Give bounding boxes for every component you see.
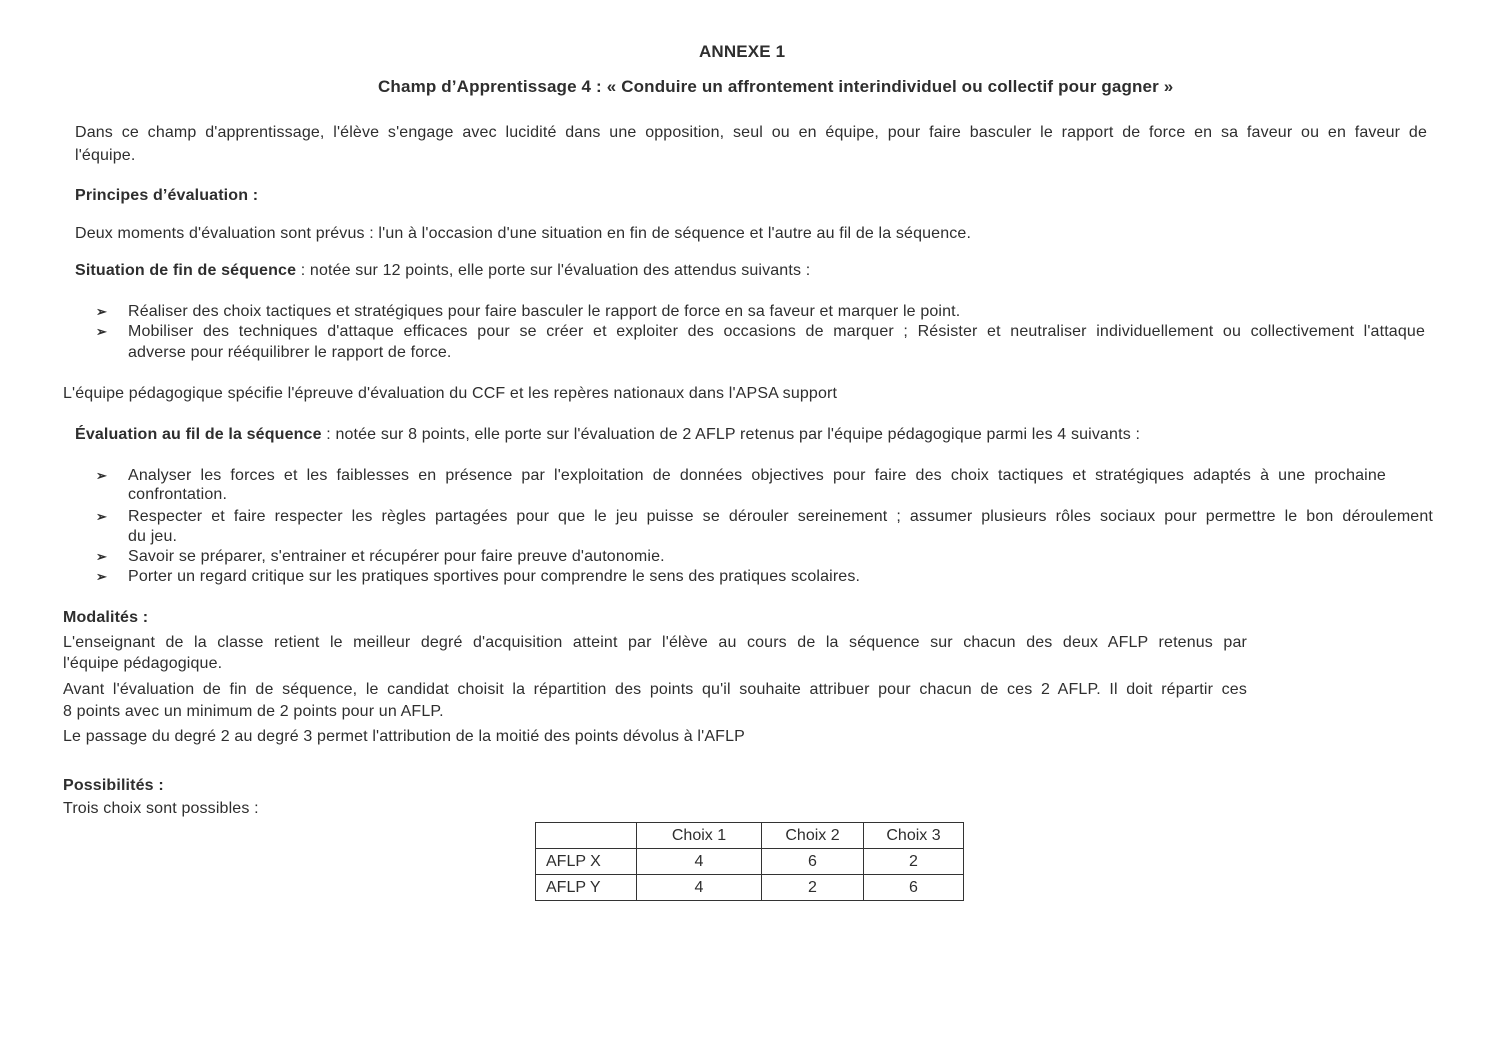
table-row-header: AFLP Y xyxy=(536,875,637,901)
situation-label: Situation de fin de séquence xyxy=(75,262,297,279)
intro-line: l'équipe. xyxy=(75,147,136,164)
arrow-bullet-icon: ➢ xyxy=(96,509,107,524)
modalites-line: Le passage du degré 2 au degré 3 permet l'attribution de la moitié des points dévolus à l'AFLP xyxy=(63,728,745,745)
table-row xyxy=(536,849,964,875)
bullet-item: Savoir se préparer, s'entrainer et récupérer pour faire preuve d'autonomie. xyxy=(128,548,665,565)
possibilites-text: Trois choix sont possibles : xyxy=(63,800,259,817)
table-row xyxy=(536,875,964,901)
arrow-bullet-icon: ➢ xyxy=(96,468,107,483)
page-title: ANNEXE 1 xyxy=(699,42,786,61)
arrow-bullet-icon: ➢ xyxy=(96,324,107,339)
table-header-cell xyxy=(536,823,637,849)
fil-label: Évaluation au fil de la séquence xyxy=(75,426,322,443)
table-cell: 4 xyxy=(637,875,762,901)
bullet-item-cont: du jeu. xyxy=(128,528,178,545)
page-subtitle: Champ d’Apprentissage 4 : « Conduire un affrontement interindividuel ou collectif pour gagner » xyxy=(378,77,1174,96)
modalites-line: Avant l'évaluation de fin de séquence, le candidat choisit la répartition des points qu'il souhaite attribuer pour chacun de ces 2 AFLP. Il doit répartir ces xyxy=(63,681,1247,698)
table-cell: 4 xyxy=(637,849,762,875)
principes-heading: Principes d’évaluation : xyxy=(75,187,259,204)
bullet-item-cont: confrontation. xyxy=(128,486,228,503)
situation-paragraph xyxy=(75,261,810,281)
bullet-item-cont: adverse pour rééquilibrer le rapport de force. xyxy=(128,344,452,361)
principes-text: Deux moments d'évaluation sont prévus : l'un à l'occasion d'une situation en fin de séquence et l'autre au fil de la séquence. xyxy=(75,225,972,242)
table-header-cell: Choix 1 xyxy=(637,823,762,849)
bullet-item: Réaliser des choix tactiques et stratégiques pour faire basculer le rapport de force en sa faveur et marquer le point. xyxy=(128,303,961,320)
equipe-note: L'équipe pédagogique spécifie l'épreuve d'évaluation du CCF et les repères nationaux dans l'APSA support xyxy=(63,385,838,402)
bullet-item: Mobiliser des techniques d'attaque efficaces pour se créer et exploiter des occasions de marquer ; Résister et neutraliser individuellement ou collectivement l'attaque xyxy=(128,323,1425,340)
possibilites-heading: Possibilités : xyxy=(63,777,164,794)
arrow-bullet-icon: ➢ xyxy=(96,549,107,564)
bullet-item: Respecter et faire respecter les règles partagées pour que le jeu puisse se dérouler sereinement ; assumer plusieurs rôles sociaux pour permettre le bon déroulement xyxy=(128,508,1433,525)
table-cell: 2 xyxy=(864,849,964,875)
modalites-line: l'équipe pédagogique. xyxy=(63,655,223,672)
fil-text: : notée sur 8 points, elle porte sur l'évaluation de 2 AFLP retenus par l'équipe pédagogique parmi les 4 suivants : xyxy=(321,426,1141,443)
modalites-line: 8 points avec un minimum de 2 points pour un AFLP. xyxy=(63,703,444,720)
modalites-heading: Modalités : xyxy=(63,609,149,626)
points-table xyxy=(535,822,964,901)
table-header-cell: Choix 3 xyxy=(864,823,964,849)
bullet-item: Analyser les forces et les faiblesses en présence par l'exploitation de données objectives pour faire des choix tactiques et stratégiques adaptés à une prochaine xyxy=(128,467,1386,484)
situation-text: : notée sur 12 points, elle porte sur l'évaluation des attendus suivants : xyxy=(296,262,811,279)
arrow-bullet-icon: ➢ xyxy=(96,304,107,319)
table-cell: 6 xyxy=(762,849,864,875)
table-header-row xyxy=(536,823,964,849)
modalites-line: L'enseignant de la classe retient le meilleur degré d'acquisition atteint par l'élève au cours de la séquence sur chacun des deux AFLP retenus par xyxy=(63,634,1247,651)
bullet-item: Porter un regard critique sur les pratiques sportives pour comprendre le sens des pratiques scolaires. xyxy=(128,568,861,585)
table-cell: 2 xyxy=(762,875,864,901)
table-cell: 6 xyxy=(864,875,964,901)
arrow-bullet-icon: ➢ xyxy=(96,569,107,584)
table-row-header: AFLP X xyxy=(536,849,637,875)
fil-paragraph xyxy=(75,425,1140,445)
table-header-cell: Choix 2 xyxy=(762,823,864,849)
intro-line: Dans ce champ d'apprentissage, l'élève s'engage avec lucidité dans une opposition, seul ou en équipe, pour faire basculer le rapport de force en sa faveur ou en faveur de xyxy=(75,124,1427,141)
